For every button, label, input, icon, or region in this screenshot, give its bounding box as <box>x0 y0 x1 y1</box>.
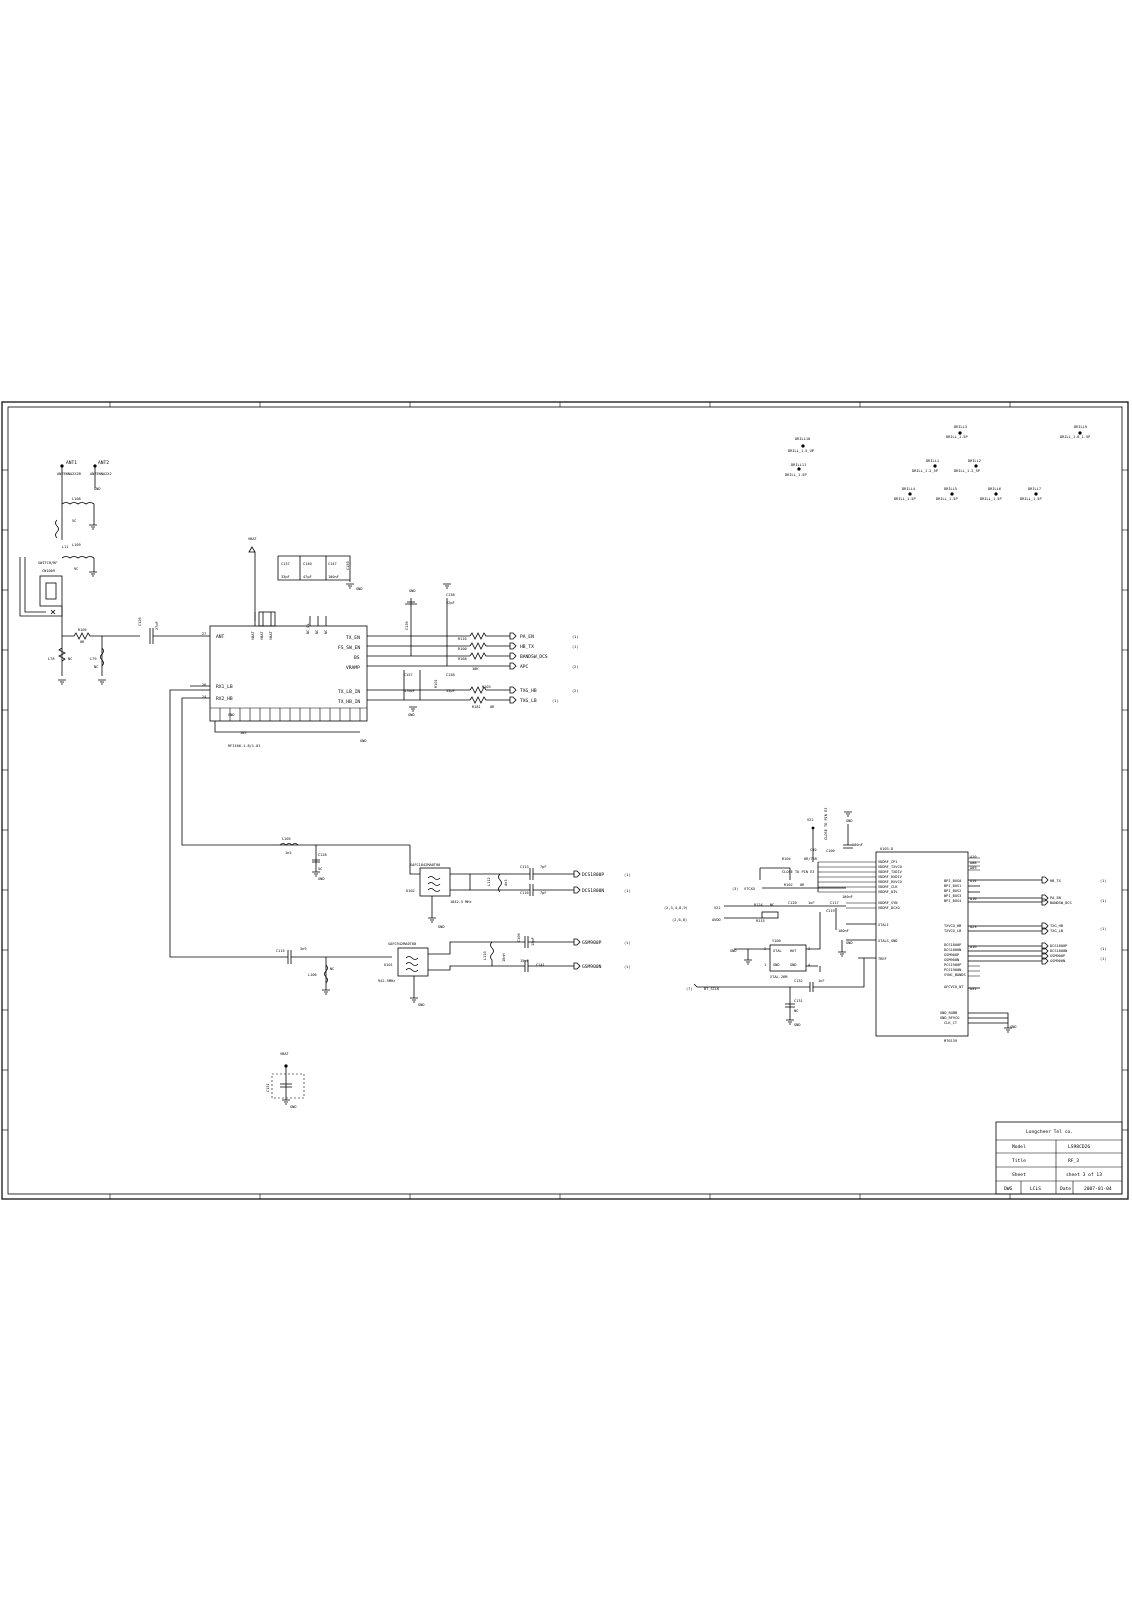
gnd-top-transceiver: GND <box>846 819 853 823</box>
title-value: RF_3 <box>1068 1159 1080 1164</box>
pa-gnd: GND <box>360 739 367 743</box>
vdd-pin-7: VDDRF_DIV <box>878 890 898 894</box>
pin-bpi-bus0: BPI_BUS0 <box>944 879 962 883</box>
pin-num-a09: A09 <box>970 866 977 870</box>
ref-pa-en: (1) <box>572 635 579 639</box>
pin-gsm900n: GSM900N <box>944 958 960 962</box>
pin-bpi-bus2: BPI_BUS2 <box>944 889 962 893</box>
ref-right-5: (1) <box>1100 957 1107 961</box>
ant2-gnd: GND <box>94 487 101 491</box>
svg-text:DRILL_1.2_5P: DRILL_1.2_5P <box>954 469 980 473</box>
ant2-label: ANT2 <box>98 461 110 466</box>
c119-label: C119 <box>826 909 835 913</box>
saw-filter-icon-2 <box>406 957 418 972</box>
net-bandsw-dcs: BANDSW_DCS <box>520 655 548 660</box>
batt-gnd: GND <box>290 1105 297 1109</box>
vtcxo-label: VTCXO <box>744 887 755 891</box>
l78-label: L78 <box>48 657 55 661</box>
vdd-pin-2: VDDRF_TXVCO <box>878 865 902 869</box>
net-txg-lb: TXG_LB <box>520 699 537 704</box>
cap-c147: C147 <box>328 562 337 566</box>
pa-rx1-num: 26 <box>202 683 207 687</box>
pa-pin-tx-hb-in: TX_HB_IN <box>338 700 361 705</box>
batt-cap-ref: C151 <box>266 1083 270 1092</box>
net-hb-tx: HB_TX <box>520 645 534 650</box>
pin-bpi-bus1: BPI_BUS1 <box>944 884 962 888</box>
batt-vbat: VBAT <box>280 1052 289 1056</box>
ref-gsm900p: (1) <box>624 941 631 945</box>
pin-clk-ct: CLK_CT <box>944 1021 957 1025</box>
svg-text:DRILL2: DRILL2 <box>968 459 981 463</box>
r105-label: R105 <box>78 628 87 632</box>
pin-afcvco: AFCVCO_NT <box>944 985 964 989</box>
l108-label: L108 <box>72 497 81 501</box>
date-label: Date <box>1060 1187 1072 1192</box>
cap-c147-val: 100nF <box>328 575 339 579</box>
pin-num-right-5: A31 <box>970 987 977 991</box>
decoupling-caps <box>278 556 363 591</box>
vdd-pin-3: VDDRF_TXDIV <box>878 870 902 874</box>
pa-top-pin-3: VBAT <box>269 631 273 640</box>
svg-text:DRILL_1.2_5P: DRILL_1.2_5P <box>912 469 938 473</box>
r101-label: R101 <box>434 679 438 688</box>
control-lines <box>404 584 579 717</box>
l106-value: NC <box>330 967 335 971</box>
ref-txg-hb: (2) <box>572 689 579 693</box>
transceiver-gnd: GND <box>1010 1025 1017 1029</box>
pa-top-pin-5: NC <box>315 629 319 634</box>
l108-value: 5C <box>72 519 77 523</box>
pa-pin-bs: BS <box>354 656 360 661</box>
pin-num-right-2: A10 <box>970 897 977 901</box>
drill-3 <box>946 425 968 439</box>
c128-label: C128 <box>318 853 327 857</box>
c115-value: 3n9 <box>300 947 307 951</box>
l112-label: L112 <box>487 877 491 886</box>
pin-num-a10: A10 <box>970 855 977 859</box>
ant1-label: ANT1 <box>66 461 78 466</box>
svg-text:DRILL_1.5P: DRILL_1.5P <box>785 473 807 477</box>
pa-pin-vramp: VRAMP <box>346 666 360 671</box>
vdd-pin-syn: VDDRF_SYN <box>878 901 898 905</box>
gnd-xtal: GND <box>846 941 853 945</box>
net-right-gsm-p: GSM900P <box>1050 954 1066 958</box>
v22-net: V22 <box>714 906 721 910</box>
c115-label: C115 <box>276 949 285 953</box>
l109-label: L109 <box>72 543 81 547</box>
c126-label: C126 <box>138 617 142 626</box>
dwg-value: LCLS <box>1030 1187 1042 1192</box>
c120-label: C120 <box>788 901 797 905</box>
drill-holes <box>785 425 1090 501</box>
c131-label: C131 <box>794 999 803 1003</box>
cap-c140-val: 47pF <box>303 575 312 579</box>
dcs-filter-freq: 1842.5 MHz <box>450 900 472 904</box>
svg-text:DRILL7: DRILL7 <box>1028 487 1041 491</box>
c120-value: 1uF <box>808 901 815 905</box>
crystal-pin-hot: HOT <box>790 949 797 953</box>
pin-gnd-rxbb: GND_RXBB <box>940 1011 958 1015</box>
pa-vbat: VBAT <box>248 537 257 541</box>
drill-2 <box>785 463 807 477</box>
net-dcs1800n: DCS1800N <box>582 889 605 894</box>
cap-c140: C140 <box>303 562 312 566</box>
pin-pcs1900p: PCS1900P <box>944 963 962 967</box>
c138-label: C138 <box>446 593 455 597</box>
l109-value: 9C <box>74 567 79 571</box>
pin-xtals-gnd: XTALS_GND <box>878 939 898 943</box>
pin-bpi-bus3: BPI_BUS3 <box>944 894 962 898</box>
c128-value: 5C <box>318 867 323 871</box>
pin-txvco-lb: TXVCO_LB <box>944 929 962 933</box>
net-gsm900p: GSM900P <box>582 941 602 946</box>
svg-text:DRILL3: DRILL3 <box>954 425 967 429</box>
nc-label: NC <box>68 657 73 661</box>
cap-c150: C150 <box>346 561 350 570</box>
crystal-pin-gnd2: GND <box>790 963 797 967</box>
pa-rx1-pin: RX1_LB <box>216 685 233 690</box>
gsm-filter-ref: U101 <box>384 963 393 967</box>
dcs-filter-part: SAFC1842MA0T00 <box>410 863 441 867</box>
ref-right-1: (1) <box>1100 879 1107 883</box>
c157-value: 470pF <box>404 689 415 693</box>
v22-label: V22 <box>807 818 814 822</box>
c136-label: C136 <box>405 621 409 630</box>
net-dcs1800p: DCS1800P <box>582 873 605 878</box>
ref-right-3: (1) <box>1100 927 1107 931</box>
drill-9 <box>980 487 1002 501</box>
r115-label: R115 <box>756 919 765 923</box>
l105-label: L105 <box>282 837 291 841</box>
svg-text:DRILL_1.5P: DRILL_1.5P <box>980 497 1002 501</box>
vdd-pin-5: VDDRF_RXVCO <box>878 880 902 884</box>
c113-label: C113 <box>520 865 529 869</box>
pin-gsm900p: GSM900P <box>944 953 960 957</box>
pa-top-pin-4: NC_DL <box>306 623 310 634</box>
c-ref-small: C30 <box>810 848 817 852</box>
pin-num-a08: A08 <box>970 861 977 865</box>
crystal-pin-4: 4 <box>808 963 811 967</box>
pa-pin-tx-en: TX_EN <box>346 636 360 641</box>
ref-right-4: (1) <box>1100 947 1107 951</box>
vdd-pin-dcxo: VDDRF_DCXO <box>878 906 900 910</box>
pa-bottom-pin-num: 105 <box>240 731 247 735</box>
c113-value: 7pF <box>540 865 547 869</box>
pa-ant-pin: ANT <box>216 635 225 640</box>
l112-value: 4n3 <box>504 879 508 886</box>
drill-5 <box>912 459 939 473</box>
ref-apc: (2) <box>572 665 579 669</box>
pin-xtali: XTALI <box>878 923 889 927</box>
c121-value: 100nF <box>838 929 849 933</box>
r124-label: R124 <box>754 903 763 907</box>
dcs-filter <box>280 837 631 929</box>
pa-ant-num: 27 <box>202 632 207 636</box>
date-value: 2007-01-04 <box>1084 1187 1112 1192</box>
pa-rx2-pin: RX2_HB <box>216 697 233 702</box>
cap-c137-val: 33pF <box>281 575 290 579</box>
crystal-pin-1: 1 <box>764 963 767 967</box>
l11-label: L11 <box>62 545 69 549</box>
c100-value: 100nF <box>852 843 863 847</box>
svg-text:DRILL_1.5P: DRILL_1.5P <box>936 497 958 501</box>
l110-value: 10nH <box>502 953 506 962</box>
c158-value: 33pF <box>446 689 455 693</box>
pin-sync-bands: SYNC_BANDS <box>944 973 966 977</box>
net-right-dcs-p: DCS1800P <box>1050 944 1068 948</box>
pa-pin-fs-sw-en: FS_SW_EN <box>338 646 361 651</box>
pin-dcs1800n: DCS1800N <box>944 948 962 952</box>
r102-value: 0R <box>800 883 805 887</box>
svg-text:DRILL_1.5P: DRILL_1.5P <box>894 497 916 501</box>
net-gsm900n: GSM900N <box>582 965 602 970</box>
c116-value: 7pF <box>540 891 547 895</box>
r124-value: NC <box>770 903 775 907</box>
pa-pin-tx-lb-in: TX_LB_IN <box>338 690 361 695</box>
transceiver <box>664 808 1107 1043</box>
pa-top-pin-2: VBAT <box>260 631 264 640</box>
bt-sclk-ref: (7) <box>686 987 693 991</box>
c100-label: C100 <box>826 849 835 853</box>
r181-label: R181 <box>472 705 481 709</box>
net-right-hb-tx: HB_TX <box>1050 879 1061 883</box>
r102-label: R102 <box>784 883 793 887</box>
dcs-filter-gnd: GND <box>438 925 445 929</box>
sheet-value: sheet 3 of 13 <box>1066 1173 1102 1178</box>
c141-value: 15pF <box>520 959 529 963</box>
drill-6 <box>954 459 981 473</box>
ref-hb-tx: (1) <box>572 645 579 649</box>
c131-gnd: GND <box>794 1023 801 1027</box>
drill-7 <box>894 487 916 501</box>
net-right-txg-hb: TXG_HB <box>1050 924 1063 928</box>
pin-gnd-rfvco: GND_RFVCO <box>940 1016 960 1020</box>
r116-label: R116 <box>458 637 467 641</box>
pin-pcs1900n: PCS1900N <box>944 968 962 972</box>
r168-label: R168 <box>458 657 467 661</box>
crystal-gnd: GND <box>730 949 737 953</box>
c126-value: 27pF <box>155 621 159 630</box>
crystal-pin-3: 3 <box>808 947 811 951</box>
svg-text:DRILL4: DRILL4 <box>902 487 915 491</box>
control-nets <box>510 633 579 704</box>
model-value: LS98CD26 <box>1068 1145 1091 1150</box>
dwg-label: DWG <box>1004 1187 1013 1192</box>
pin-num-right-4: A16 <box>970 945 977 949</box>
vdd-pin-1: VDDRF_CP1 <box>878 860 898 864</box>
gsm-filter-part: SAFC942MA0T00 <box>388 942 417 946</box>
y100-ref: Y100 <box>772 939 781 943</box>
crystal-pin-gnd1: GND <box>773 963 780 967</box>
sheet-label: Sheet <box>1012 1173 1026 1178</box>
pa-rx2-num: 24 <box>202 695 207 699</box>
net-right-gsm-n: GSM900N <box>1050 959 1066 963</box>
gnd-bottom-1: GND <box>408 713 415 717</box>
pa-bottom-gnd: GND <box>228 713 235 717</box>
c117-label: C117 <box>830 901 839 905</box>
vdd-pin-4: VDDRF_RXDIV <box>878 875 902 879</box>
saw-filter-icon <box>428 877 440 892</box>
svg-text:DRILL_1.5_UP: DRILL_1.5_UP <box>788 449 814 453</box>
l105-value: 1n5 <box>285 851 292 855</box>
c106-value: 15pF <box>531 937 535 946</box>
gsm-filter <box>276 933 631 1007</box>
pin-dcs1800p: DCS1800P <box>944 943 962 947</box>
c158-label: C158 <box>446 673 455 677</box>
switch-part: SWITCH/RF <box>38 561 58 565</box>
c141-label: C141 <box>536 963 545 967</box>
gsm-filter-body <box>398 948 428 976</box>
pa-module-body <box>210 626 367 721</box>
pin-tref: TREF <box>878 957 887 961</box>
transceiver-part: MT6139 <box>944 1039 957 1043</box>
svg-text:DRILL_1.5P: DRILL_1.5P <box>1020 497 1042 501</box>
bt-sclk-net: BT_SCLK <box>704 987 720 991</box>
avdd-net: AVDD <box>712 918 721 922</box>
c132-value: 1nF <box>818 979 825 983</box>
c116-label: C116 <box>520 891 529 895</box>
ant2-part: ANTENNA2X2 <box>90 472 112 476</box>
svg-text:DRILL9: DRILL9 <box>1074 425 1087 429</box>
c157-label: C157 <box>404 673 413 677</box>
net-txg-hb: TXG_HB <box>520 689 537 694</box>
drill-1 <box>788 437 814 453</box>
close-pin-note: CLOSE TO PIN E3 <box>824 807 828 840</box>
dcs-filter-ref: U102 <box>406 889 415 893</box>
battery-decoupling <box>266 1052 304 1109</box>
net-right-dcs-n: DCS1800N <box>1050 949 1068 953</box>
svg-text:DRILL5: DRILL5 <box>944 487 957 491</box>
transceiver-nets <box>1042 877 1107 964</box>
pin-bpi-bus4: BPI_BUS4 <box>944 899 962 903</box>
antenna-section <box>20 460 140 684</box>
net-right-txg-lb: TXG_LB <box>1050 929 1063 933</box>
c106-label: C106 <box>517 933 521 942</box>
r100-label: R100 <box>458 647 467 651</box>
dcs-filter-body <box>420 868 450 896</box>
net-apc: APC <box>520 665 529 670</box>
net-right-bandsw: BANDSW_DCS <box>1050 901 1072 905</box>
net-pa-en: PA_EN <box>520 635 534 640</box>
transceiver-right-pins <box>940 855 1042 1032</box>
svg-text:DRILL_1.8_1.5P: DRILL_1.8_1.5P <box>1060 435 1091 439</box>
svg-text:DRILL6: DRILL6 <box>988 487 1001 491</box>
l106-label: L106 <box>308 973 317 977</box>
ant1-part: ANTENNA2X2B <box>57 472 81 476</box>
r105-value: 0R <box>80 640 85 644</box>
pin-txvco-hb: TXVCO_HB <box>944 924 962 928</box>
ref-txg-lb: (1) <box>552 699 559 703</box>
ref-dcs1800n: (1) <box>624 889 631 893</box>
pa-bottom-pins <box>210 708 367 735</box>
svg-text:DRILL11: DRILL11 <box>791 463 807 467</box>
title-block <box>996 1122 1122 1194</box>
model-label: Model <box>1012 1145 1026 1150</box>
r104-value: 0R/75R <box>804 857 817 861</box>
sheet-border <box>2 402 1128 1199</box>
crystal-pin-xtal: XTAL <box>773 949 782 953</box>
c136-value: 22pF <box>446 601 455 605</box>
pa-top-pin-6: NC <box>324 629 328 634</box>
r103-label: R103 <box>482 685 491 689</box>
svg-text:DRILL1: DRILL1 <box>926 459 939 463</box>
vcc-ref-1: (2,3,4,8,9) <box>664 906 688 910</box>
l79-value: NC <box>94 665 99 669</box>
c118-value: 100nF <box>842 895 853 899</box>
drill-8 <box>936 487 958 501</box>
c128-gnd: GND <box>318 877 325 881</box>
r101-value: 10K <box>472 667 479 671</box>
c131-value: NC <box>794 1009 799 1013</box>
title-label: Title <box>1012 1159 1026 1164</box>
company-name: Longcheer Tel co. <box>1026 1130 1074 1135</box>
ref-gsm900n: (1) <box>624 965 631 969</box>
switch-ref: CN1009 <box>42 569 55 573</box>
pa-top-pin-1: VBAT <box>251 631 255 640</box>
gsm-filter-freq: 942.5MHz <box>378 979 396 983</box>
gnd-top-1: GND <box>409 589 416 593</box>
svg-text:DRILL10: DRILL10 <box>795 437 811 441</box>
l79-label: L79 <box>90 657 97 661</box>
pa-part: RF3166-1-8/1-01 <box>228 744 261 748</box>
decoupling-gnd: GND <box>356 587 363 591</box>
l110-label: L110 <box>483 951 487 960</box>
svg-text:DRILL_1.5P: DRILL_1.5P <box>946 435 968 439</box>
ref-dcs1800p: (1) <box>624 873 631 877</box>
drill-4 <box>1060 425 1090 439</box>
close-pin-e3: CLOSE TO PIN E3 <box>782 870 815 874</box>
crystal-pin-2: 2 <box>764 947 767 951</box>
c132-label: C132 <box>794 979 803 983</box>
vdd-pin-6: VDDRF_CLK <box>878 885 898 889</box>
resistor-chain <box>458 633 510 709</box>
ref-right-2: (1) <box>1100 899 1107 903</box>
cap-c137: C137 <box>281 562 290 566</box>
r104-label: R104 <box>782 857 791 861</box>
gsm-filter-gnd: GND <box>418 1003 425 1007</box>
net-right-pa-en: PA_EN <box>1050 896 1061 900</box>
vcc-ref-2: (2,6,8) <box>672 918 688 922</box>
pin-num-right-3: A23 <box>970 925 977 929</box>
crystal-part: XTAL-26M <box>770 975 788 979</box>
vtcxo-ref: (3) <box>732 887 739 891</box>
transceiver-ref: U103-D <box>880 847 893 851</box>
pin-num-right-1: A14 <box>970 879 977 883</box>
drill-10 <box>1020 487 1042 501</box>
r-value: 0R <box>490 705 495 709</box>
